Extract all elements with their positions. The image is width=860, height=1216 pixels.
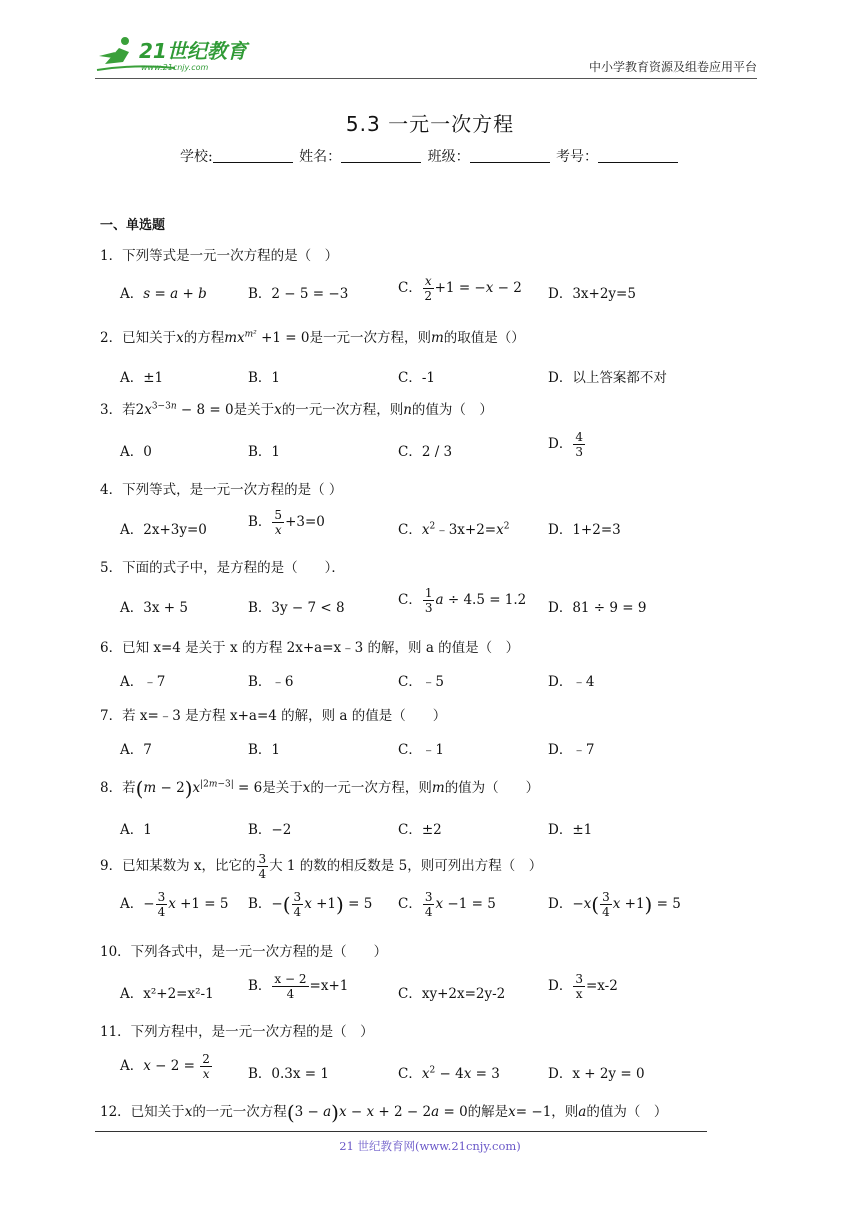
footer-text[interactable]: 21 世纪教育网(www.21cnjy.com) xyxy=(339,1139,521,1153)
class-blank[interactable] xyxy=(470,148,550,163)
option-b[interactable]: B．−( $\frac{3}{4}$ x +1) = 5 xyxy=(248,890,373,919)
question-4-options xyxy=(120,508,740,538)
question-5-options xyxy=(120,586,740,616)
option-c[interactable]: C．-1 xyxy=(398,370,435,386)
footer-divider xyxy=(95,1131,707,1132)
page-title: 5.3 一元一次方程 xyxy=(345,112,515,136)
exam-no-blank[interactable] xyxy=(598,148,678,163)
question-9: 9．已知某数为 x，比它的 $\frac{3}{4}$ 大 1 的数的相反数是 5，则可列出方程（ ） xyxy=(100,852,543,881)
exam-no-label: 考号： xyxy=(556,149,599,165)
option-d[interactable]: D．﹣4 xyxy=(548,674,595,690)
name-blank[interactable] xyxy=(341,148,421,163)
question-4: 4．下列等式，是一元一次方程的是（ ） xyxy=(100,482,343,498)
option-c[interactable]: C．xy+2x=2y-2 xyxy=(398,986,506,1002)
option-b[interactable]: B．﹣6 xyxy=(248,674,294,690)
question-7: 7．若 x=﹣3 是方程 x+a=4 的解，则 a 的值是（ ） xyxy=(100,708,447,724)
option-a[interactable]: A．±1 xyxy=(120,370,164,386)
option-a[interactable]: A．1 xyxy=(120,822,152,838)
option-b[interactable]: B．0.3x = 1 xyxy=(248,1066,329,1082)
option-c[interactable]: C． $\frac{x}{2}$ +1 = −x − 2 xyxy=(398,274,522,303)
question-11-options xyxy=(120,1052,740,1082)
option-d[interactable]: D．x + 2y = 0 xyxy=(548,1066,645,1082)
option-a[interactable]: A．2x+3y=0 xyxy=(120,522,207,538)
option-c[interactable]: C． $\frac{3}{4}$ x −1 = 5 xyxy=(398,890,496,919)
question-10: 10．下列各式中，是一元一次方程的是（ ） xyxy=(100,944,388,960)
option-a[interactable]: A．− $\frac{3}{4}$ x +1 = 5 xyxy=(120,890,229,919)
option-a[interactable]: A．0 xyxy=(120,444,152,460)
svg-text:www.21cnjy.com: www.21cnjy.com xyxy=(141,63,209,72)
section-heading: 一、单选题 xyxy=(100,218,166,233)
option-d[interactable]: D． $\frac{3}{x}$ =x-2 xyxy=(548,972,618,1001)
option-d[interactable]: D．±1 xyxy=(548,822,593,838)
option-a[interactable]: A．﹣7 xyxy=(120,674,166,690)
option-b[interactable]: B．1 xyxy=(248,370,281,386)
option-c[interactable]: C．2 / 3 xyxy=(398,444,453,460)
option-a[interactable]: A．s = a + b xyxy=(120,286,207,302)
question-7-options xyxy=(120,738,740,758)
question-8-options xyxy=(120,818,740,838)
option-d[interactable]: D．﹣7 xyxy=(548,742,595,758)
school-blank[interactable] xyxy=(213,148,293,163)
option-c[interactable]: C．$x^2﹣3x+2=x^2$ xyxy=(398,521,510,538)
question-1: 1．下列等式是一元一次方程的是（ ） xyxy=(100,248,339,264)
school-label: 学校: xyxy=(179,149,213,165)
class-label: 班级： xyxy=(427,149,470,165)
option-d[interactable]: D．−x( $\frac{3}{4}$ x +1) = 5 xyxy=(548,890,681,919)
student-info xyxy=(0,146,860,166)
option-c[interactable]: C．±2 xyxy=(398,822,442,838)
question-1-options xyxy=(120,274,740,303)
option-b[interactable]: B．−2 xyxy=(248,822,292,838)
question-12: 12．已知关于x的一元一次方程(3 − a)x − x + 2 − 2a = 0的解是x= −1，则a的值为（ ） xyxy=(100,1100,668,1125)
option-d[interactable]: D．1+2=3 xyxy=(548,522,621,538)
option-b[interactable]: B． $\frac{5}{x}$ +3=0 xyxy=(248,508,325,537)
question-2-options xyxy=(120,366,740,386)
question-11: 11．下列方程中，是一元一次方程的是（ ） xyxy=(100,1024,374,1040)
option-d[interactable]: D．3x+2y=5 xyxy=(548,286,636,302)
question-8: 8．若$(m - 2)x^{|2m-3|} = 6$是关于x的一元一次方程，则m的值为（ ） xyxy=(100,776,540,801)
question-6-options xyxy=(120,670,740,690)
option-c[interactable]: C．﹣5 xyxy=(398,674,444,690)
question-10-options xyxy=(120,972,740,1002)
option-a[interactable]: A．x²+2=x²-1 xyxy=(120,986,214,1002)
question-5: 5．下面的式子中，是方程的是（ ）． xyxy=(100,560,345,576)
logo-icon xyxy=(95,34,255,74)
name-label: 姓名： xyxy=(299,149,342,165)
question-9-options xyxy=(120,890,740,920)
question-6: 6．已知 x=4 是关于 x 的方程 2x+a=x﹣3 的解，则 a 的值是（ ） xyxy=(100,640,520,656)
option-c[interactable]: C． $\frac{1}{3}$ a ÷ 4.5 = 1.2 xyxy=(398,586,527,615)
option-b[interactable]: B． $\frac{x - 2}{4}$ =x+1 xyxy=(248,972,349,1001)
option-a[interactable]: A．7 xyxy=(120,742,152,758)
question-3-options xyxy=(120,430,740,460)
question-2: 2．已知关于x的方程$mx^{m^2} +1 = 0$是一元一次方程，则m的取值是（） xyxy=(100,329,525,346)
option-c[interactable]: C．$x^2 - 4x = 3$ xyxy=(398,1065,500,1082)
page-header xyxy=(95,30,757,79)
question-3: 3．若$2x^{3-3n} - 8 = 0$是关于x的一元一次方程，则n的值为（ ） xyxy=(100,401,493,418)
option-d[interactable]: D．81 ÷ 9 = 9 xyxy=(548,600,647,616)
option-d[interactable]: D．以上答案都不对 xyxy=(548,370,667,386)
option-c[interactable]: C．﹣1 xyxy=(398,742,444,758)
platform-name: 中小学教育资源及组卷应用平台 xyxy=(588,60,757,74)
option-d[interactable]: D． $\frac{4}{3}$ xyxy=(548,430,583,459)
option-b[interactable]: B．1 xyxy=(248,742,281,758)
option-b[interactable]: B．1 xyxy=(248,444,281,460)
option-a[interactable]: A．3x + 5 xyxy=(120,600,188,616)
option-a[interactable]: A．x − 2 = $\frac{2}{x}$ xyxy=(120,1052,210,1081)
option-b[interactable]: B．3y − 7 < 8 xyxy=(248,600,345,616)
option-b[interactable]: B．2 − 5 = −3 xyxy=(248,286,349,302)
svg-text:21世纪教育: 21世纪教育 xyxy=(139,39,247,63)
